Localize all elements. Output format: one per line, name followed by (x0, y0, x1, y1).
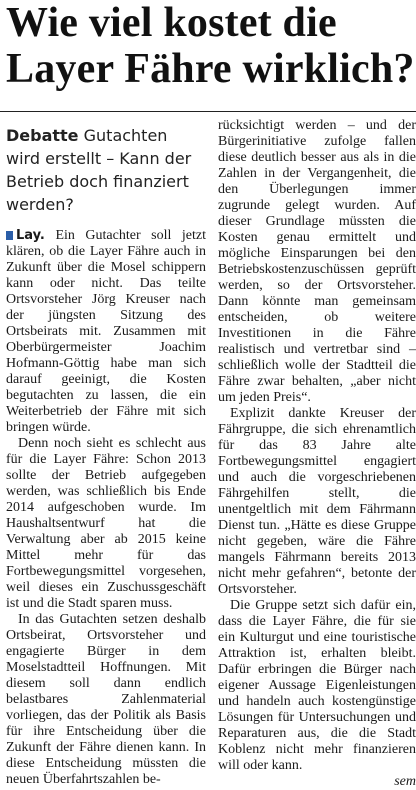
kicker-text: Gutachten wird erstellt – Kann der Betrieb doch finanziert werden? (6, 126, 192, 214)
dateline: Lay. (16, 228, 45, 243)
article-column-right (218, 118, 416, 790)
author-signature: sem (394, 774, 416, 789)
headline-divider (0, 111, 416, 112)
paragraph-1 (6, 228, 206, 436)
paragraph-2: Denn noch sieht es schlecht aus für die Layer Fähre: Schon 2013 sollte der Betrieb aufgegeben werden, was schließlich bis Ende 2014 aufgeschoben wurde. Im Haushaltsentwurf hat die Verwaltung aber ab 2015 keine Mittel mehr für das Fortbewegungsmittel vorgesehen, weil dieses ein Zuschussgeschäft ist und die Stadt sparen muss. (6, 436, 206, 611)
paragraph-4: rücksichtigt werden – und der Bürgerinitiative zufolge fallen diese deutlich besser aus als in die Zahlen in der Vergangenheit, die den Überlegungen immer zugrunde gelegt wurden. Auf dieser Grundlage müssten die Kosten genau ermittelt und mögliche Einsparungen bei den Betriebskostenzuschüssen geprüft werden, so der Ortsvorsteher. Dann könnte man gemeinsam entscheiden, ob weitere Investitionen in die Fähre realistisch und vertretbar sind – schließlich wolle der Stadtteil die Fähre zwar behalten, „aber nicht um jeden Preis“. (218, 118, 416, 405)
location-marker-icon (6, 231, 13, 240)
article-headline: Wie viel kostet die Layer Fähre wirklich? (6, 0, 415, 92)
paragraph-5: Explizit dankte Kreuser der Fährgruppe, die sich ehrenamtlich für das 83 Jahre alte Fortbewegungsmittel engagiert und auch die vorgeschriebenen Fährgehilfen stellt, die unentgeltlich mit dem Fährmann Dienst tun. „Hätte es diese Gruppe nicht gegeben, wäre die Fähre mangels Fährmann bereits 2013 nicht mehr gefahren“, betonte der Ortsvorsteher. (218, 406, 416, 597)
paragraph-6: Die Gruppe setzt sich dafür ein, dass die Layer Fähre, die für sie ein Kulturgut und eine touristische Attraktion ist, erhalten bleibt. Dafür erbringen die Bürger nach eigener Aussage Eigenleistungen und handeln auch kostengünstige Lösungen für Untersuchungen und Reparaturen aus, die die Stadt Koblenz nicht mehr finanzieren will oder kann. (218, 598, 416, 773)
kicker-label: Debatte (6, 126, 79, 145)
paragraph-3: In das Gutachten setzen deshalb Ortsbeirat, Ortsvorsteher und engagierte Bürger in dem Moselstadtteil Hoffnungen. Mit diesem soll dann endlich belastbares Zahlenmaterial vorliegen, das der Politik als Basis für ihre Entscheidung über die Zukunft der Fähre dienen kann. In diese Entscheidung müssten die neuen Überfahrtszahlen be- (6, 612, 206, 787)
article-kicker (6, 124, 206, 216)
article-column-left (6, 124, 206, 788)
paragraph-1-text: Ein Gutachter soll jetzt klären, ob die Layer Fähre auch in Zukunft über die Mosel schippern kann oder nicht. Das teilte Ortsvorsteher Jörg Kreuser nach der jüngsten Sitzung des Ortsbeirats mit. Zusammen mit Oberbürgermeister Joachim Hofmann-Göttig habe man sich darauf geeinigt, die Kosten begutachten zu lassen, die ein Weiterbetrieb der Fähre mit sich bringen würde. (6, 228, 207, 435)
